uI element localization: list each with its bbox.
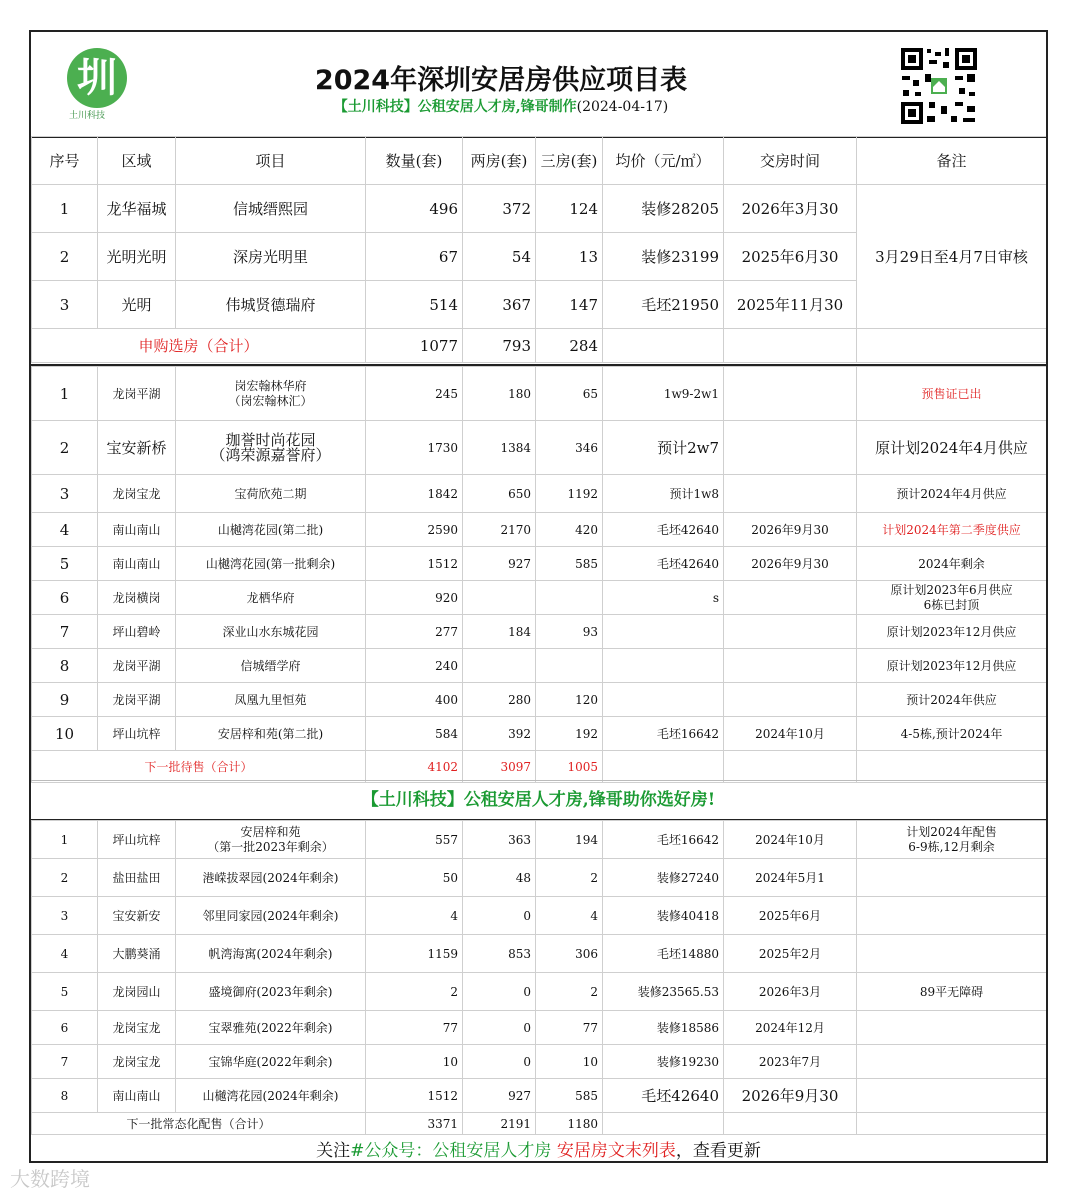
total-row (32, 751, 1047, 783)
row-area: 南山南山 (98, 1079, 176, 1113)
row-no: 7 (32, 615, 98, 649)
row-area: 龙岗平湖 (98, 367, 176, 421)
row-delivery: 2026年9月30 (724, 547, 857, 581)
row-project: 龙栖华府 (176, 581, 366, 615)
section-regular-allocation (31, 820, 1046, 1135)
row-area: 坪山坑梓 (98, 717, 176, 751)
row-project: 山樾湾花园(2024年剩余) (176, 1079, 366, 1113)
promo-banner: 【土川科技】公租安居人才房,锋哥助你选好房! (31, 780, 1046, 821)
row-two: 927 (463, 547, 536, 581)
page-title: 2024年深圳安居房供应项目表 (314, 65, 688, 96)
project-line1: 安居梓和苑 (240, 824, 301, 839)
row-project (176, 421, 366, 475)
row-price: 装修28205 (603, 185, 724, 233)
row-note: 计划2024年第二季度供应 (857, 513, 1047, 547)
row-delivery (724, 615, 857, 649)
merged-note: 3月29日至4月7日审核 (857, 185, 1047, 329)
row-three: 585 (536, 547, 603, 581)
section-subscription (31, 136, 1046, 363)
row-project: 凤凰九里恒苑 (176, 683, 366, 717)
table-row (32, 683, 1047, 717)
empty-cell (724, 1113, 857, 1135)
row-note: 2024年剩余 (857, 547, 1047, 581)
row-note: 原计划2023年12月供应 (857, 615, 1047, 649)
row-delivery (724, 475, 857, 513)
row-project: 宝荷欣苑二期 (176, 475, 366, 513)
row-three: 306 (536, 935, 603, 973)
row-price (603, 683, 724, 717)
row-note: 4-5栋,预计2024年 (857, 717, 1047, 751)
row-two: 2170 (463, 513, 536, 547)
row-delivery: 2024年10月 (724, 821, 857, 859)
table-row (32, 367, 1047, 421)
footer-link[interactable]: 安居房文末列表 (556, 1141, 676, 1161)
row-two: 392 (463, 717, 536, 751)
row-delivery (724, 581, 857, 615)
row-three: 585 (536, 1079, 603, 1113)
row-three: 194 (536, 821, 603, 859)
row-delivery: 2026年9月30 (724, 513, 857, 547)
empty-cell (603, 751, 724, 783)
table-row (32, 649, 1047, 683)
row-two: 54 (463, 233, 536, 281)
col-header: 区域 (98, 137, 176, 185)
row-no: 7 (32, 1045, 98, 1079)
footer-note (31, 1139, 1046, 1163)
empty-cell (724, 751, 857, 783)
row-qty: 1842 (366, 475, 463, 513)
row-price: 毛坯42640 (603, 1079, 724, 1113)
row-price (603, 649, 724, 683)
row-note (857, 581, 1047, 615)
table-row (32, 973, 1047, 1011)
note-line1: 计划2024年配售 (906, 824, 997, 839)
row-delivery: 2026年3月30 (724, 185, 857, 233)
total-label: 申购选房（合计） (32, 329, 366, 363)
row-no: 6 (32, 1011, 98, 1045)
row-price: 预计1w8 (603, 475, 724, 513)
row-project: 邻里同家园(2024年剩余) (176, 897, 366, 935)
row-no: 5 (32, 973, 98, 1011)
col-header: 均价（元/㎡） (603, 137, 724, 185)
row-no: 9 (32, 683, 98, 717)
row-area: 龙岗平湖 (98, 649, 176, 683)
page-subtitle (251, 96, 751, 116)
row-qty: 240 (366, 649, 463, 683)
row-no: 3 (32, 897, 98, 935)
empty-cell (857, 329, 1047, 363)
row-qty: 400 (366, 683, 463, 717)
logo-caption: 土川科技 (69, 111, 106, 121)
row-project (176, 821, 366, 859)
row-three: 124 (536, 185, 603, 233)
table-row (32, 547, 1047, 581)
row-three: 2 (536, 973, 603, 1011)
row-delivery: 2024年12月 (724, 1011, 857, 1045)
project-line2: （鸿荣源嘉誉府） (210, 445, 331, 464)
footer-prefix: 关注 (316, 1141, 351, 1161)
row-two: 280 (463, 683, 536, 717)
row-note (857, 897, 1047, 935)
note-line2: 6-9栋,12月剩余 (908, 839, 995, 854)
row-project: 港嵘拔翠园(2024年剩余) (176, 859, 366, 897)
row-project: 安居梓和苑(第二批) (176, 717, 366, 751)
row-two: 180 (463, 367, 536, 421)
row-area: 龙岗平湖 (98, 683, 176, 717)
header (31, 32, 1046, 138)
row-price: 毛坯42640 (603, 513, 724, 547)
row-area: 宝安新安 (98, 897, 176, 935)
row-delivery: 2024年10月 (724, 717, 857, 751)
empty-cell (724, 329, 857, 363)
row-qty: 2 (366, 973, 463, 1011)
footer-account[interactable]: #公众号：公租安居人才房 (350, 1141, 552, 1161)
row-three: 77 (536, 1011, 603, 1045)
row-project: 信城缙熙园 (176, 185, 366, 233)
subscription-table (31, 136, 1047, 363)
row-price: 装修18586 (603, 1011, 724, 1045)
total-qty: 3371 (366, 1113, 463, 1135)
qr-code-icon[interactable] (899, 46, 979, 126)
row-qty: 557 (366, 821, 463, 859)
logo-icon: 圳 (67, 48, 127, 108)
row-qty: 67 (366, 233, 463, 281)
row-qty: 584 (366, 717, 463, 751)
row-price: 装修40418 (603, 897, 724, 935)
total-label: 下一批常态化配售（合计） (32, 1113, 366, 1135)
total-qty: 4102 (366, 751, 463, 783)
row-two: 363 (463, 821, 536, 859)
row-three: 346 (536, 421, 603, 475)
subtitle-date: (2024-04-17) (576, 99, 669, 115)
row-qty: 77 (366, 1011, 463, 1045)
row-qty: 496 (366, 185, 463, 233)
row-no: 1 (32, 185, 98, 233)
row-project: 盛境御府(2023年剩余) (176, 973, 366, 1011)
row-three: 93 (536, 615, 603, 649)
row-no: 6 (32, 581, 98, 615)
row-price: s (603, 581, 724, 615)
row-no: 4 (32, 513, 98, 547)
row-two: 0 (463, 897, 536, 935)
table-row (32, 475, 1047, 513)
row-delivery: 2025年6月 (724, 897, 857, 935)
row-no: 2 (32, 859, 98, 897)
table-row (32, 1079, 1047, 1113)
col-header: 两房(套) (463, 137, 536, 185)
table-row (32, 421, 1047, 475)
row-three: 2 (536, 859, 603, 897)
row-qty: 1512 (366, 547, 463, 581)
row-price: 毛坯42640 (603, 547, 724, 581)
table-row (32, 185, 1047, 233)
row-three: 1192 (536, 475, 603, 513)
row-price: 毛坯16642 (603, 821, 724, 859)
row-two: 367 (463, 281, 536, 329)
regular-allocation-table (31, 820, 1047, 1135)
row-delivery: 2026年9月30 (724, 1079, 857, 1113)
row-three: 147 (536, 281, 603, 329)
row-two: 0 (463, 1011, 536, 1045)
row-note (857, 935, 1047, 973)
row-three: 10 (536, 1045, 603, 1079)
row-three: 192 (536, 717, 603, 751)
row-three: 4 (536, 897, 603, 935)
row-note: 原计划2024年4月供应 (857, 421, 1047, 475)
total-row (32, 1113, 1047, 1135)
row-area: 光明 (98, 281, 176, 329)
row-price: 装修23565.53 (603, 973, 724, 1011)
empty-cell (857, 751, 1047, 783)
row-two: 927 (463, 1079, 536, 1113)
row-delivery: 2025年11月30 (724, 281, 857, 329)
row-three (536, 649, 603, 683)
col-header: 三房(套) (536, 137, 603, 185)
row-qty: 50 (366, 859, 463, 897)
row-two: 0 (463, 973, 536, 1011)
row-no: 2 (32, 421, 98, 475)
row-qty: 10 (366, 1045, 463, 1079)
total-three: 1005 (536, 751, 603, 783)
row-area: 坪山碧岭 (98, 615, 176, 649)
row-area: 龙岗宝龙 (98, 1011, 176, 1045)
row-two: 853 (463, 935, 536, 973)
total-three: 1180 (536, 1113, 603, 1135)
row-price: 预计2w7 (603, 421, 724, 475)
table-row (32, 581, 1047, 615)
row-price: 毛坯21950 (603, 281, 724, 329)
row-note (857, 1045, 1047, 1079)
row-area: 光明光明 (98, 233, 176, 281)
row-area: 龙华福城 (98, 185, 176, 233)
row-two: 1384 (463, 421, 536, 475)
row-area: 大鹏葵涌 (98, 935, 176, 973)
total-qty: 1077 (366, 329, 463, 363)
row-price: 装修27240 (603, 859, 724, 897)
row-no: 2 (32, 233, 98, 281)
table-row (32, 821, 1047, 859)
row-qty: 920 (366, 581, 463, 615)
row-two: 184 (463, 615, 536, 649)
row-note: 原计划2023年12月供应 (857, 649, 1047, 683)
row-price: 装修23199 (603, 233, 724, 281)
row-two (463, 649, 536, 683)
project-line1: 岗宏翰林华府 (234, 378, 307, 393)
row-price (603, 615, 724, 649)
row-qty: 1730 (366, 421, 463, 475)
row-no: 3 (32, 475, 98, 513)
row-area: 龙岗横岗 (98, 581, 176, 615)
col-header: 数量(套) (366, 137, 463, 185)
row-qty: 277 (366, 615, 463, 649)
row-delivery (724, 683, 857, 717)
row-note: 预售证已出 (857, 367, 1047, 421)
row-three: 420 (536, 513, 603, 547)
table-header-row (32, 137, 1047, 185)
row-area: 宝安新桥 (98, 421, 176, 475)
row-delivery: 2026年3月 (724, 973, 857, 1011)
row-project: 伟城贤德瑞府 (176, 281, 366, 329)
empty-cell (603, 1113, 724, 1135)
row-project: 深房光明里 (176, 233, 366, 281)
total-three: 284 (536, 329, 603, 363)
note-line2: 6栋已封顶 (923, 597, 980, 612)
watermark-text: 大数跨境 (10, 1167, 90, 1191)
row-area: 坪山坑梓 (98, 821, 176, 859)
project-line2: （岗宏翰林汇） (228, 393, 313, 408)
note-line1: 原计划2023年6月供应 (890, 582, 1013, 597)
empty-cell (603, 329, 724, 363)
col-header: 备注 (857, 137, 1047, 185)
row-project (176, 367, 366, 421)
row-no: 8 (32, 1079, 98, 1113)
section-upcoming (31, 364, 1046, 783)
project-line1: 珈誉时尚花园 (225, 430, 316, 449)
table-row (32, 1011, 1047, 1045)
row-note (857, 859, 1047, 897)
project-line2: （第一批2023年剩余） (207, 839, 334, 854)
row-price: 装修19230 (603, 1045, 724, 1079)
row-delivery (724, 421, 857, 475)
row-project: 宝锦华庭(2022年剩余) (176, 1045, 366, 1079)
table-row (32, 615, 1047, 649)
row-note (857, 821, 1047, 859)
row-no: 3 (32, 281, 98, 329)
row-two (463, 581, 536, 615)
table-row (32, 513, 1047, 547)
table-row (32, 859, 1047, 897)
row-two: 650 (463, 475, 536, 513)
row-no: 10 (32, 717, 98, 751)
row-project: 宝翠雅苑(2022年剩余) (176, 1011, 366, 1045)
row-area: 南山南山 (98, 547, 176, 581)
row-three: 120 (536, 683, 603, 717)
row-area: 龙岗宝龙 (98, 475, 176, 513)
row-delivery (724, 649, 857, 683)
row-note: 预计2024年供应 (857, 683, 1047, 717)
footer-suffix: ，查看更新 (675, 1141, 761, 1161)
row-delivery: 2025年2月 (724, 935, 857, 973)
total-two: 3097 (463, 751, 536, 783)
row-qty: 245 (366, 367, 463, 421)
row-no: 8 (32, 649, 98, 683)
row-delivery: 2025年6月30 (724, 233, 857, 281)
table-row (32, 935, 1047, 973)
row-no: 1 (32, 821, 98, 859)
row-note (857, 1079, 1047, 1113)
row-qty: 2590 (366, 513, 463, 547)
row-note: 89平无障碍 (857, 973, 1047, 1011)
row-no: 4 (32, 935, 98, 973)
total-row (32, 329, 1047, 363)
row-no: 5 (32, 547, 98, 581)
supply-table-frame (29, 30, 1048, 1163)
row-two: 48 (463, 859, 536, 897)
total-two: 2191 (463, 1113, 536, 1135)
row-three: 13 (536, 233, 603, 281)
row-delivery (724, 367, 857, 421)
row-area: 龙岗园山 (98, 973, 176, 1011)
row-two: 0 (463, 1045, 536, 1079)
row-area: 南山南山 (98, 513, 176, 547)
row-delivery: 2024年5月1 (724, 859, 857, 897)
row-note: 预计2024年4月供应 (857, 475, 1047, 513)
row-project: 帆湾海寓(2024年剩余) (176, 935, 366, 973)
row-qty: 514 (366, 281, 463, 329)
row-qty: 1159 (366, 935, 463, 973)
row-project: 山樾湾花园(第一批剩余) (176, 547, 366, 581)
col-header: 交房时间 (724, 137, 857, 185)
row-three: 65 (536, 367, 603, 421)
table-row (32, 717, 1047, 751)
empty-cell (857, 1113, 1047, 1135)
row-price: 毛坯16642 (603, 717, 724, 751)
row-delivery: 2023年7月 (724, 1045, 857, 1079)
row-area: 盐田盐田 (98, 859, 176, 897)
row-price: 1w9-2w1 (603, 367, 724, 421)
row-project: 山樾湾花园(第二批) (176, 513, 366, 547)
total-two: 793 (463, 329, 536, 363)
row-price: 毛坯14880 (603, 935, 724, 973)
row-project: 深业山水东城花园 (176, 615, 366, 649)
table-row (32, 897, 1047, 935)
upcoming-table (31, 366, 1047, 783)
row-area: 龙岗宝龙 (98, 1045, 176, 1079)
col-header: 项目 (176, 137, 366, 185)
row-qty: 1512 (366, 1079, 463, 1113)
table-row (32, 1045, 1047, 1079)
total-label: 下一批待售（合计） (32, 751, 366, 783)
row-three (536, 581, 603, 615)
subtitle-brand: 【土川科技】公租安居人才房,锋哥制作 (333, 99, 577, 115)
row-two: 372 (463, 185, 536, 233)
col-header: 序号 (32, 137, 98, 185)
row-project: 信城缙学府 (176, 649, 366, 683)
row-qty: 4 (366, 897, 463, 935)
row-note (857, 1011, 1047, 1045)
row-no: 1 (32, 367, 98, 421)
